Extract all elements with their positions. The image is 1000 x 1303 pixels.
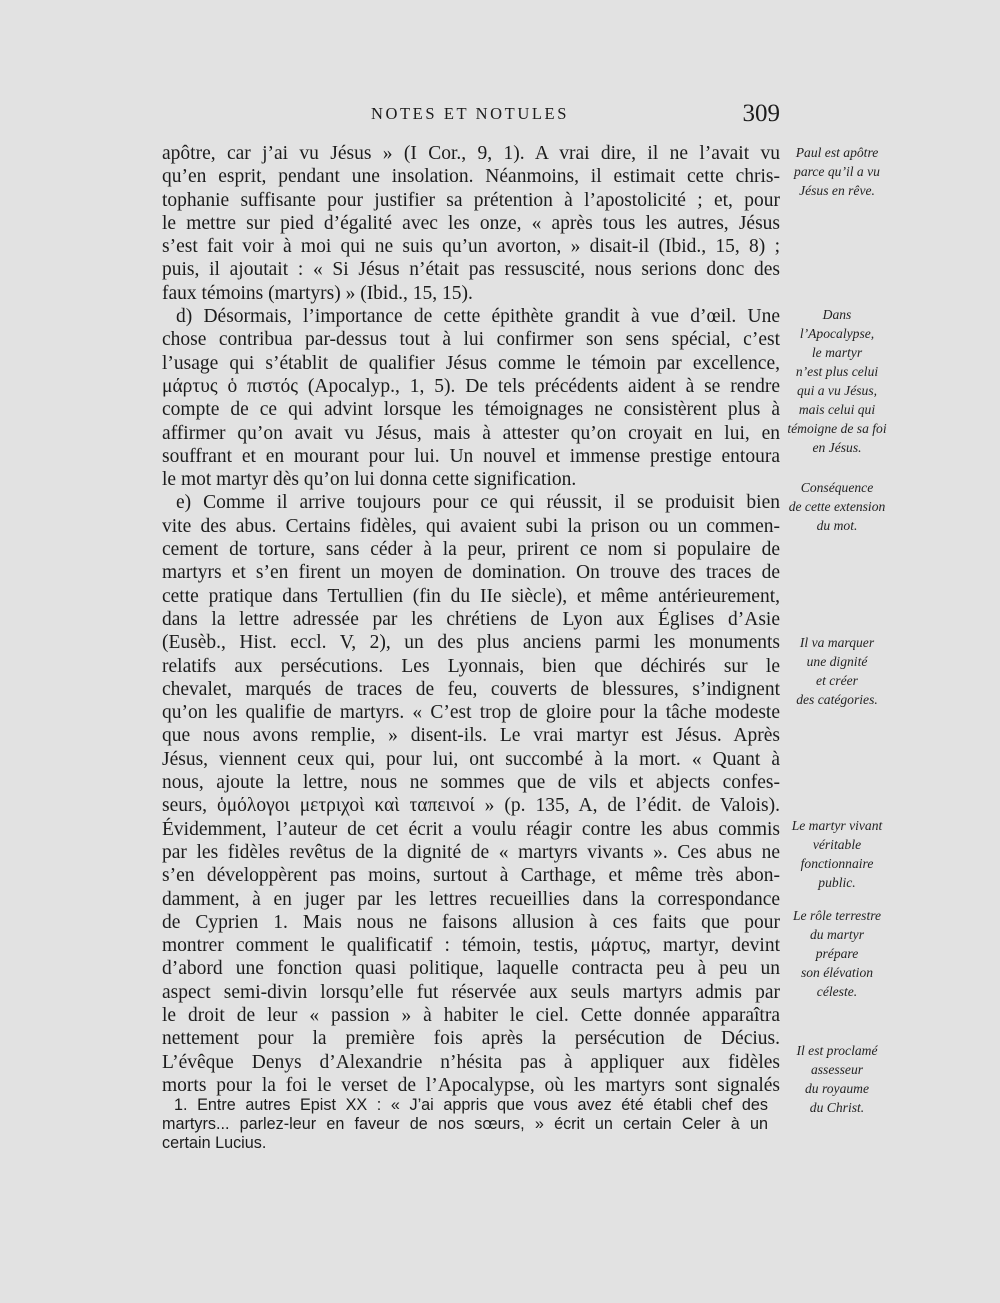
text-line: compte de ce qui advint lorsque les témoignages ne consistèrent plus à [162,399,780,421]
margin-note-line: Conséquence [800,480,874,495]
text-line: souffrant et en mourant pour lui. Un nouvel et immense prestige entoura [162,445,780,467]
text-line: vite des abus. Certains fidèles, qui avaient subi la prison ou un commen- [162,515,780,537]
text-line: qu’on les qualifie de martyrs. « C’est trop de gloire pour la tâche modeste [162,702,780,724]
text-line: puis, il ajoutait : « Si Jésus n’était pas ressuscité, nous serions donc des [162,259,780,281]
margin-note-dignite [778,633,896,709]
text-line: le mot martyr dès qu’on lui donna cette signification. [162,469,577,491]
margin-note-line: le martyr [811,345,863,360]
page-number: 309 [742,100,780,127]
text-line: μάρτυς ὁ πιστός (Apocalyp., 1, 5). De tels précédents aident à se rendre [162,375,780,397]
margin-note-line: témoigne de sa foi [787,421,887,436]
text-line: apôtre, car j’ai vu Jésus » (I Cor., 9, 1). A vrai dire, il ne l’avait vu [162,143,780,164]
margin-note-assesseur [778,1041,896,1117]
text-line: L’évêque Denys d’Alexandrie n’hésita pas à appliquer aux fidèles [162,1051,780,1073]
margin-note-line: l’Apocalypse, [799,326,875,341]
text-line: affirmer qu’on avait vu Jésus, mais à attester qu’on croyait en lui, en [162,422,780,444]
footnote-line: 1. Entre autres Epist XX : « J’ai appris que vous avez été établi chef des [174,1096,768,1114]
margin-note-line: céleste. [816,984,858,999]
text-line: chose contribua par-dessus tout à lui confirmer son sens spécial, c’est [162,329,780,351]
margin-note-line: son élévation [800,965,874,980]
text-line: faux témoins (martyrs) » (Ibid., 15, 15). [162,282,473,304]
text-line: morts pour la foi le verset de l’Apocalypse, où les martyrs sont signalés [162,1074,780,1096]
margin-note-apocalypse [778,305,896,457]
margin-note-line: parce qu’il a vu [794,164,880,179]
margin-note-line: véritable [812,837,862,852]
text-line: d) Désormais, l’importance de cette épithète grandit à vue d’œil. Une [176,306,780,328]
text-line: Jésus, viennent ceux qui, pour lui, ont succombé à la mort. « Quant à [162,748,780,770]
running-title: NOTES ET NOTULES [370,104,570,123]
margin-note-line: Le rôle terrestre [792,908,882,923]
margin-note-line: Le martyr vivant [791,818,883,833]
text-line: tophanie suffisante pour justifier sa prétention à l’apostolicité ; et, pour [162,189,780,211]
text-line: le mettre sur pied d’égalité avec les onze, « après tous les autres, Jésus [162,212,780,234]
margin-note-line: qui a vu Jésus, [796,383,878,398]
margin-note-martyr-vivant [778,816,896,892]
text-line: d’abord une fonction quasi politique, laquelle contracta peu à peu un [162,958,780,980]
margin-note-line: du martyr [810,927,864,942]
text-line: qu’en esprit, pendant une insolation. Néanmoins, il estimait cette chris- [162,166,780,188]
margin-note-line: Il va marquer [799,635,875,650]
footnote-line: certain Lucius. [162,1134,267,1152]
margin-note-line: de cette extension [788,499,886,514]
text-line: (Eusèb., Hist. eccl. V, 2), un des plus anciens parmi les monuments [162,632,780,654]
margin-note-line: du royaume [804,1081,870,1096]
text-line: le droit de leur « passion » à habiter le ciel. Cette donnée apparaîtra [162,1004,780,1026]
text-line: damment, à en juger par les lettres recueillies dans la correspondance [162,888,780,910]
margin-note-line: et créer [816,673,858,688]
text-line: par les fidèles revêtus de la dignité de « martyrs vivants ». Ces abus ne [162,841,780,863]
margin-note-line: du Christ. [809,1100,865,1115]
margin-note-role-terrestre [778,906,896,1001]
footnote [162,1096,768,1153]
text-line: Évidemment, l’auteur de cet écrit a voulu réagir contre les abus commis [162,818,780,840]
margin-note-line: public. [818,875,856,890]
text-line: nettement pour la première fois après la persécution de Décius. [162,1028,780,1050]
text-line: seurs, ὁμόλογοι μετριχοὶ καὶ ταπεινοί » (p. 135, A, de l’édit. de Valois). [162,795,780,817]
margin-note-line: en Jésus. [812,440,862,455]
text-line: cette pratique dans Tertullien (fin du IIe siècle), et même antérieurement, [162,585,780,607]
text-line: montrer comment le qualificatif : témoin, testis, μάρτυς, martyr, devint [162,935,780,957]
footnote-line: martyrs... parlez-leur en faveur de nos sœurs, » écrit un certain Celer à un [162,1115,768,1133]
running-head [160,100,780,130]
text-line: dans la lettre adressée par les chrétiens de Lyon aux Églises d’Asie [162,608,780,630]
text-line: de Cyprien 1. Mais nous ne faisons allusion à ces faits que pour [162,911,780,933]
margin-note-line: assesseur [810,1062,864,1077]
margin-note-line: n’est plus celui [795,364,879,379]
text-line: nous, ajoute la lettre, nous ne sommes que de vils et abjects confes- [162,772,780,794]
margin-note-line: du mot. [816,518,858,533]
text-line: chevalet, marqués de traces de feu, couverts de blessures, s’indignent [162,678,780,700]
margin-note-consequence [778,478,896,535]
margin-note-line: Il est proclamé [796,1043,878,1058]
text-line: s’en développèrent pas moins, surtout à Carthage, et même très abon- [162,865,780,887]
text-line: que nous avons remplie, » disent-ils. Le vrai martyr est Jésus. Après [162,725,780,747]
text-line: e) Comme il arrive toujours pour ce qui réussit, il se produisit bien [176,492,780,514]
margin-note-line: Dans [822,307,852,322]
margin-note-line: Jésus en rêve. [799,183,875,198]
margin-note-paul [778,143,896,200]
margin-note-line: des catégories. [796,692,878,707]
text-line: relatifs aux persécutions. Les Lyonnais, bien que déchirés sur le [162,655,780,677]
text-line: aspect semi-divin lorsqu’elle fut réservée aux seuls martyrs admis par [162,981,780,1003]
margin-note-line: mais celui qui [798,402,876,417]
main-text [162,142,780,1097]
margin-note-line: une dignité [806,654,868,669]
text-line: martyrs et s’en firent un moyen de domination. On trouve des traces de [162,562,780,584]
text-line: l’usage qui s’établit de qualifier Jésus comme le témoin par excellence, [162,352,780,374]
text-line: s’est fait voir à moi qui ne suis qu’un avorton, » disait-il (Ibid., 15, 8) ; [162,236,780,258]
margin-note-line: Paul est apôtre [795,145,879,160]
margin-note-line: prépare [815,946,859,961]
text-line: cement de torture, sans céder à la peur, prirent ce nom si populaire de [162,539,780,561]
margin-note-line: fonctionnaire [800,856,874,871]
